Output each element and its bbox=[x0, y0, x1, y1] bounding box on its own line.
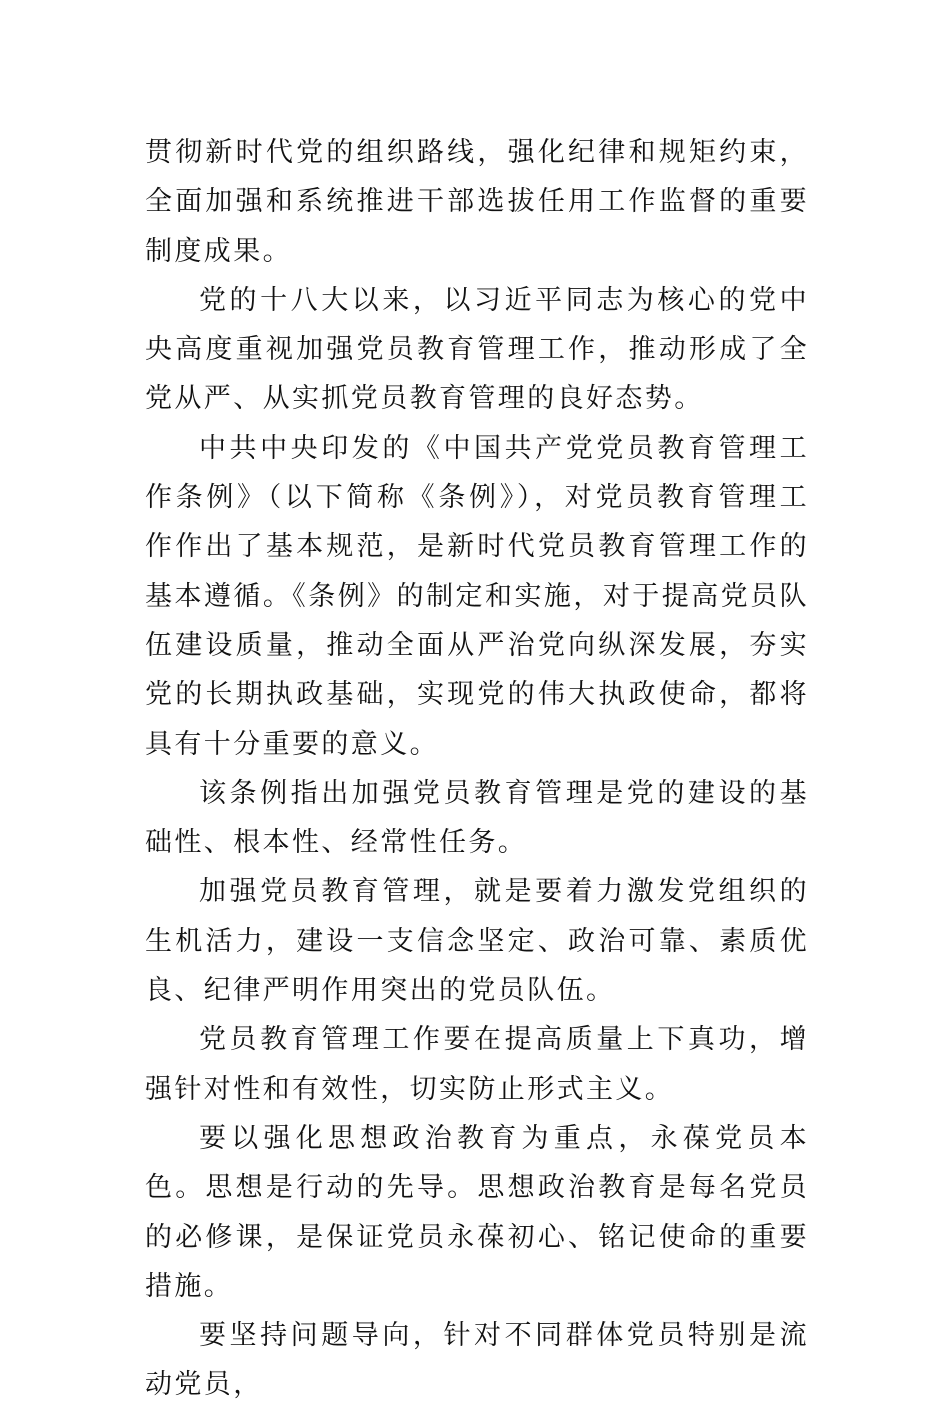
document-body bbox=[145, 128, 809, 1410]
paragraph: 要以强化思想政治教育为重点，永葆党员本色。思想是行动的先导。思想政治教育是每名党员的必修课，是保证党员永葆初心、铭记使命的重要措施。 bbox=[145, 1122, 809, 1302]
paragraph: 中共中央印发的《中国共产党党员教育管理工作条例》（以下简称《条例》），对党员教育管理工作作出了基本规范，是新时代党员教育管理工作的基本遵循。《条例》的制定和实施，对于提高党员队伍建设质量，推动全面从严治党向纵深发展，夯实党的长期执政基础，实现党的伟大执政使命，都将具有十分重要的意义。 bbox=[145, 432, 809, 760]
paragraph: 该条例指出加强党员教育管理是党的建设的基础性、根本性、经常性任务。 bbox=[145, 777, 809, 859]
paragraph-continuation: 贯彻新时代党的组织路线，强化纪律和规矩约束，全面加强和系统推进干部选拔任用工作监督的重要制度成果。 bbox=[145, 137, 809, 267]
paragraph: 党员教育管理工作要在提高质量上下真功，增强针对性和有效性，切实防止形式主义。 bbox=[145, 1024, 809, 1105]
paragraph: 加强党员教育管理，就是要着力激发党组织的生机活力，建设一支信念坚定、政治可靠、素质优良、纪律严明作用突出的党员队伍。 bbox=[145, 876, 809, 1007]
paragraph: 要坚持问题导向，针对不同群体党员特别是流动党员， bbox=[145, 1320, 809, 1401]
paragraph: 党的十八大以来，以习近平同志为核心的党中央高度重视加强党员教育管理工作，推动形成了全党从严、从实抓党员教育管理的良好态势。 bbox=[145, 284, 809, 415]
